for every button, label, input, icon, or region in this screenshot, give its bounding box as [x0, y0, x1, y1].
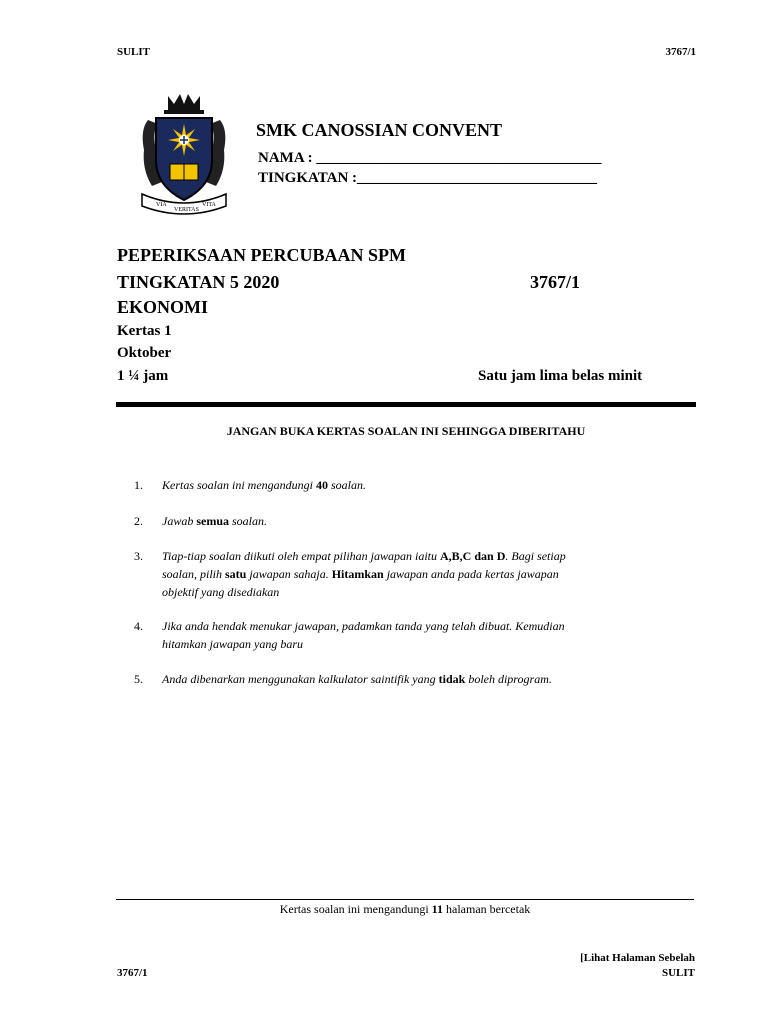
- exam-duration-words: Satu jam lima belas minit: [478, 368, 643, 384]
- instruction-bold: Hitamkan: [331, 567, 384, 581]
- instruction-text: Jawab: [162, 514, 197, 528]
- header-right: 3767/1: [665, 46, 696, 58]
- instruction-bold: A,B,C dan D: [440, 549, 506, 563]
- footer-rule: [116, 899, 694, 900]
- instruction-number: 4.: [134, 619, 143, 633]
- instruction-number: 2.: [134, 514, 143, 528]
- form-field[interactable]: [258, 170, 597, 187]
- form-label: TINGKATAN :: [258, 170, 358, 186]
- instruction-text: Jika anda hendak menukar jawapan, padamkan tanda yang telah dibuat. Kemudian hitamkan jawapan yang baru: [162, 619, 565, 651]
- instruction-2: [134, 512, 614, 530]
- name-blank: ______________________________________: [316, 150, 602, 166]
- instruction-text: soalan.: [229, 514, 268, 528]
- instruction-number: 3.: [134, 549, 143, 563]
- exam-code: 3767/1: [530, 272, 581, 292]
- exam-month: Oktober: [117, 345, 172, 361]
- page-count-number: 11: [431, 902, 444, 916]
- page-count-text: halaman bercetak: [443, 902, 531, 916]
- instruction-bold: 40: [316, 478, 329, 492]
- see-next-page: [Lihat Halaman Sebelah: [580, 952, 695, 964]
- motto-veritas: VERITAS: [174, 207, 199, 213]
- instruction-5: [134, 670, 614, 706]
- form-blank: ________________________________: [357, 170, 598, 186]
- instruction-bold: satu: [225, 567, 247, 581]
- exam-duration: 1 ¼ jam: [117, 368, 169, 384]
- instruction-bold: semua: [196, 514, 230, 528]
- instruction-number: 1.: [134, 478, 143, 492]
- warning-notice: JANGAN BUKA KERTAS SOALAN INI SEHINGGA DIBERITAHU: [226, 424, 586, 438]
- instruction-1: [134, 476, 614, 494]
- instruction-text: jawapan sahaja.: [246, 567, 332, 581]
- instruction-text: Anda dibenarkan menggunakan kalkulator saintifik yang: [162, 672, 439, 686]
- divider-rule: [116, 402, 696, 407]
- page-count-note: [116, 902, 694, 917]
- instruction-number: 5.: [134, 672, 143, 686]
- motto-via: VIA: [156, 202, 167, 208]
- school-crest-logo: [134, 90, 234, 216]
- footer-right: SULIT: [661, 967, 695, 979]
- school-name: SMK CANOSSIAN CONVENT: [256, 120, 503, 140]
- motto-vita: VITA: [202, 202, 216, 208]
- instruction-text: jawapan anda pada kertas jawapan objektif yang disediakan: [162, 567, 559, 599]
- name-field[interactable]: [258, 150, 601, 167]
- header-left: SULIT: [117, 46, 151, 58]
- instruction-text: Kertas soalan ini mengandungi: [162, 478, 317, 492]
- footer-left: 3767/1: [117, 967, 148, 979]
- exam-paper: Kertas 1: [117, 323, 172, 339]
- exam-level: TINGKATAN 5 2020: [117, 272, 280, 292]
- instruction-text: . Bagi setiap soalan, pilih: [162, 549, 566, 581]
- exam-subject: EKONOMI: [117, 297, 209, 317]
- instruction-text: boleh diprogram.: [465, 672, 552, 686]
- exam-title: PEPERIKSAAN PERCUBAAN SPM: [117, 245, 407, 265]
- instruction-text: Tiap-tiap soalan diikuti oleh empat pilihan jawapan iaitu: [162, 549, 441, 563]
- instruction-text: soalan.: [328, 478, 367, 492]
- name-label: NAMA :: [258, 150, 317, 166]
- page-count-text: Kertas soalan ini mengandungi: [279, 902, 432, 916]
- instruction-bold: tidak: [438, 672, 466, 686]
- instruction-4: [134, 617, 614, 653]
- instruction-3: [134, 547, 614, 601]
